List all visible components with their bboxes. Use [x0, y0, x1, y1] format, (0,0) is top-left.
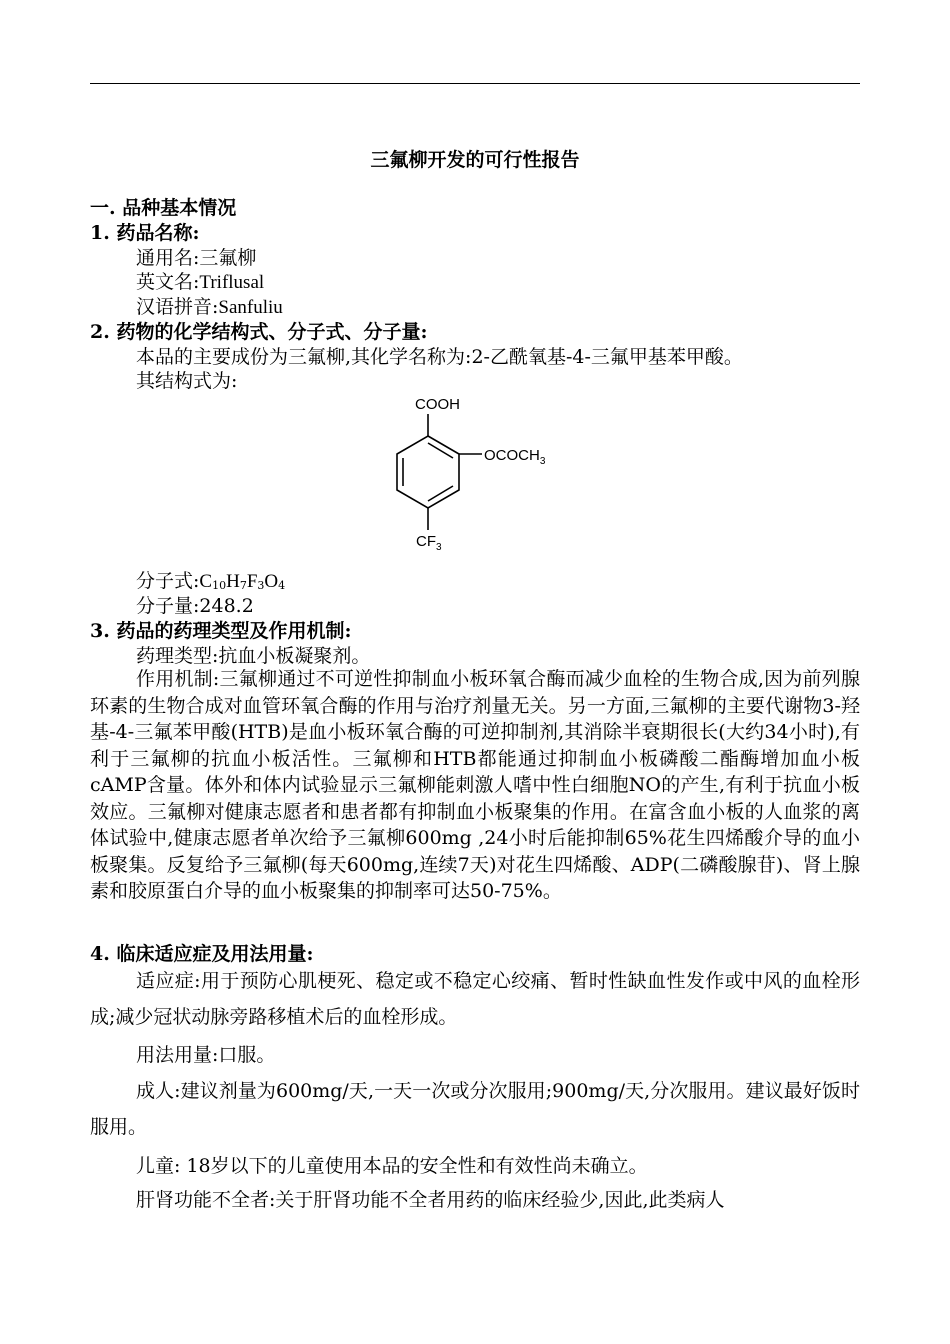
- english-name-label: 英文名:: [136, 271, 200, 293]
- pinyin-value: Sanfuliu: [218, 297, 283, 318]
- generic-name: 通用名:三氟柳: [136, 247, 257, 269]
- pinyin-name: [136, 294, 283, 321]
- pharmacological-type: 药理类型:抗血小板凝聚剂。: [136, 645, 371, 667]
- pinyin-label: 汉语拼音:: [136, 296, 219, 318]
- structural-formula-diagram: [386, 394, 566, 554]
- molecular-weight: 分子量:248.2: [136, 595, 254, 617]
- label-cf: CF: [416, 533, 436, 550]
- formula-c: C: [199, 571, 213, 592]
- heading-drug-name: 1. 药品名称:: [90, 222, 200, 244]
- hepatic-renal-line: 肝肾功能不全者:关于肝肾功能不全者用药的临床经验少,因此,此类病人: [136, 1189, 725, 1211]
- mechanism-paragraph: 作用机制:三氟柳通过不可逆性抑制血小板环氧合酶而减少血栓的生物合成,因为前列腺环素的生物合成对血管环氧合酶的作用与治疗剂量无关。另一方面,三氟柳的主要代谢物3-羟基-4-三氟苯甲酸(HTB)是血小板环氧合酶的可逆抑制剂,其消除半衰期很长(大约34小时),有利于三氟柳的抗血小板活性。三氟柳和HTB都能通过抑制血小板磷酸二酯酶增加血小板cAMP含量。体外和体内试验显示三氟柳能刺激人嗜中性白细胞NO的产生,有利于抗血小板效应。三氟柳对健康志愿者和患者都有抑制血小板聚集的作用。在富含血小板的人血浆的离体试验中,健康志愿者单次给予三氟柳600mg ,24小时后能抑制65%花生四烯酸介导的血小板聚集。反复给予三氟柳(每天600mg,连续7天)对花生四烯酸、ADP(二磷酸腺苷)、肾上腺素和胶原蛋白介导的血小板聚集的抑制率可达50-75%。: [90, 668, 860, 902]
- document-title: 三氟柳开发的可行性报告: [370, 149, 580, 171]
- structure-intro: 其结构式为:: [136, 370, 238, 392]
- english-name-value: Triflusal: [199, 272, 265, 293]
- formula-label: 分子式:: [136, 570, 200, 592]
- adult-dosage-paragraph: 成人:建议剂量为600mg/天,一天一次或分次服用;900mg/天,分次服用。建议最好饭时服用。: [90, 1080, 860, 1138]
- benzene-ring: [397, 436, 459, 508]
- label-ococh-sub: 3: [539, 456, 546, 467]
- section-heading-basic-info: 一. 品种基本情况: [90, 197, 237, 219]
- svg-text:CF3: [416, 533, 442, 553]
- label-cooh: COOH: [415, 396, 460, 413]
- heading-indications-dosage: 4. 临床适应症及用法用量:: [90, 943, 314, 965]
- indication-paragraph: 适应症:用于预防心肌梗死、稳定或不稳定心绞痛、暂时性缺血性发作或中风的血栓形成;减少冠状动脉旁路移植术后的血栓形成。: [90, 970, 860, 1028]
- children-line: 儿童: 18岁以下的儿童使用本品的安全性和有效性尚未确立。: [136, 1155, 648, 1177]
- formula-o-count: 4: [278, 579, 286, 592]
- chemical-name: 本品的主要成份为三氟柳,其化学名称为:2-乙酰氧基-4-三氟甲基苯甲酸。: [136, 346, 743, 368]
- label-ococh: OCOCH: [484, 447, 540, 464]
- usage-line: 用法用量:口服。: [136, 1044, 276, 1066]
- english-name: [136, 269, 264, 296]
- svg-text:OCOCH3: [484, 447, 546, 467]
- formula-h: H: [226, 571, 240, 592]
- formula-o: O: [264, 571, 279, 592]
- heading-pharmacology: 3. 药品的药理类型及作用机制:: [90, 620, 352, 642]
- formula-h-count: 7: [239, 579, 247, 592]
- header-rule: [90, 83, 860, 84]
- formula-c-count: 10: [212, 579, 227, 592]
- formula-f-count: 3: [257, 579, 265, 592]
- label-cf-sub: 3: [436, 542, 442, 553]
- heading-chemical-structure: 2. 药物的化学结构式、分子式、分子量:: [90, 321, 428, 343]
- formula-f: F: [246, 571, 258, 592]
